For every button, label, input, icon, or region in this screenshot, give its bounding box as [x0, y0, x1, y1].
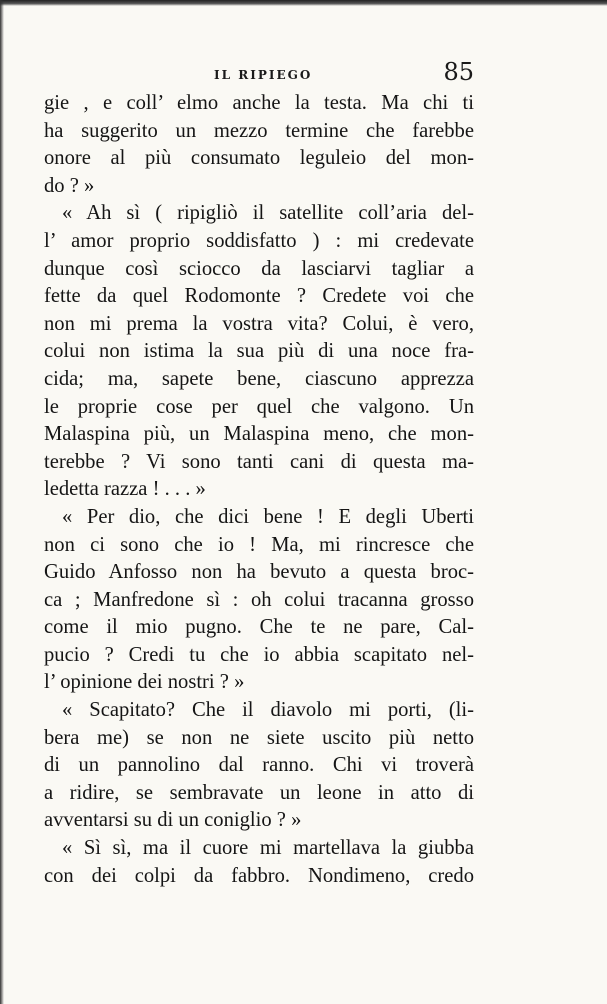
text-line: fette da quel Rodomonte ? Credete voi che	[44, 285, 474, 308]
body-text	[44, 90, 474, 890]
text-line: ca ; Manfredone sì : oh colui tracanna grosso	[44, 588, 474, 611]
text-line: colui non istima la sua più di una noce fra-	[44, 340, 474, 363]
text-line: do ? »	[44, 174, 95, 197]
page-header	[44, 58, 474, 90]
text-line: onore al più consumato leguleio del mon-	[44, 147, 474, 170]
text-line: cida; ma, sapete bene, ciascuno apprezza	[44, 367, 474, 390]
text-line: a ridire, se sembravate un leone in atto di	[44, 781, 474, 804]
text-line: le proprie cose per quel che valgono. Un	[44, 395, 474, 418]
running-title: IL RIPIEGO	[214, 68, 313, 82]
text-line: bera me) se non ne siete uscito più netto	[44, 726, 474, 749]
text-line: pucio ? Credi tu che io abbia scapitato nel-	[44, 643, 474, 666]
page-left-edge-shadow	[0, 0, 4, 1004]
text-line: « Ah sì ( ripigliò il satellite coll’aria del-	[62, 202, 474, 225]
text-line: l’ opinione dei nostri ? »	[44, 671, 245, 694]
text-line: « Sì sì, ma il cuore mi martellava la giubba	[62, 837, 474, 860]
text-line: avventarsi su di un coniglio ? »	[44, 809, 302, 832]
text-line: dunque così sciocco da lasciarvi tagliar a	[44, 257, 474, 280]
text-line: Malaspina più, un Malaspina meno, che mon-	[44, 423, 474, 446]
text-line: di un pannolino dal ranno. Chi vi troverà	[44, 754, 474, 777]
text-line: ledetta razza ! . . . »	[44, 478, 206, 501]
text-line: gie , e coll’ elmo anche la testa. Ma chi ti	[44, 92, 474, 114]
text-line: con dei colpi da fabbro. Nondimeno, credo	[44, 864, 474, 887]
text-line: come il mio pugno. Che te ne pare, Cal-	[44, 616, 474, 639]
text-line: ha suggerito un mezzo termine che farebbe	[44, 119, 474, 142]
text-line: « Per dio, che dici bene ! E degli Uberti	[62, 505, 474, 528]
text-line: terebbe ? Vi sono tanti cani di questa ma-	[44, 450, 474, 473]
text-line: « Scapitato? Che il diavolo mi porti, (li-	[62, 699, 474, 722]
page-top-edge-shadow	[0, 0, 607, 6]
text-line: non mi prema la vostra vita? Colui, è vero,	[44, 312, 474, 335]
page-number: 85	[443, 58, 474, 86]
text-line: l’ amor proprio soddisfatto ) : mi credevate	[44, 229, 474, 252]
text-line: Guido Anfosso non ha bevuto a questa broc-	[44, 561, 474, 584]
text-line: non ci sono che io ! Ma, mi rincresce che	[44, 533, 474, 556]
